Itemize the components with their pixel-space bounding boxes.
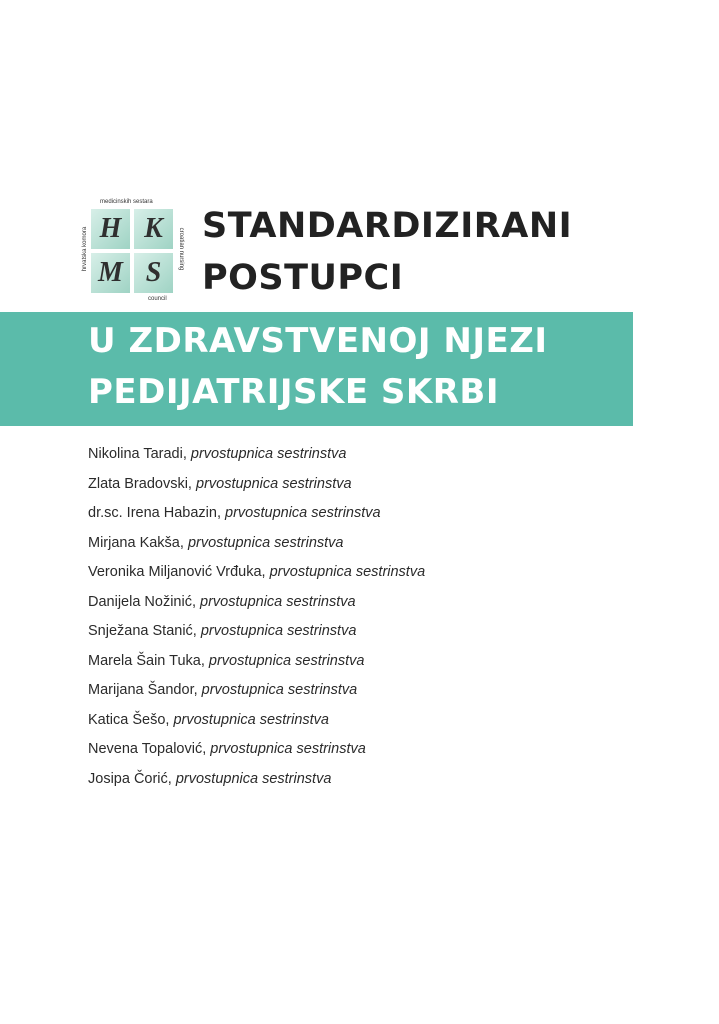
- subtitle-line-1: U ZDRAVSTVENOJ NJEZI: [88, 321, 548, 361]
- author-name: Mirjana Kakša,: [88, 534, 184, 551]
- author-item: [88, 617, 425, 647]
- author-item: [88, 647, 425, 677]
- logo-text-top: medicinskih sestara: [100, 199, 153, 205]
- author-role: prvostupnica sestrinstva: [173, 711, 329, 728]
- author-item: [88, 735, 425, 765]
- author-name: Marijana Šandor,: [88, 682, 198, 698]
- author-role: prvostupnica sestrinstva: [269, 564, 426, 580]
- author-name: Marela Šain Tuka,: [88, 652, 205, 669]
- author-name: Nikolina Taradi,: [88, 446, 187, 462]
- author-item: [88, 499, 425, 529]
- author-role: prvostupnica sestrinstva: [190, 446, 347, 462]
- author-role: prvostupnica sestrinstva: [200, 623, 357, 639]
- author-role: prvostupnica sestrinstva: [210, 741, 366, 757]
- author-role: prvostupnica sestrinstva: [208, 652, 365, 669]
- logo-letter-m: M: [91, 253, 130, 293]
- author-name: Katica Šešo,: [88, 711, 170, 728]
- logo-text-bottom: council: [148, 296, 167, 302]
- author-item: [88, 676, 425, 706]
- logo-letter-k: K: [134, 209, 173, 249]
- author-item: [88, 765, 425, 795]
- logo-text-right: croatian nursing: [178, 227, 184, 271]
- author-role: prvostupnica sestrinstva: [187, 534, 344, 551]
- logo-letter-s: S: [134, 253, 173, 293]
- author-item: [88, 470, 425, 500]
- logo-grid: [91, 209, 173, 293]
- hkms-logo: [78, 196, 186, 306]
- author-role: prvostupnica sestrinstva: [196, 475, 352, 492]
- author-name: dr.sc. Irena Habazin,: [88, 505, 221, 521]
- author-list: [88, 440, 425, 794]
- author-role: prvostupnica sestrinstva: [200, 593, 356, 610]
- author-item: [88, 558, 425, 588]
- author-item: [88, 440, 425, 470]
- author-name: Nevena Topalović,: [88, 741, 207, 757]
- title-line-2: POSTUPCI: [202, 258, 404, 298]
- author-item: [88, 588, 425, 618]
- author-role: prvostupnica sestrinstva: [201, 682, 358, 698]
- author-item: [88, 529, 425, 559]
- author-item: [88, 706, 425, 736]
- author-name: Veronika Miljanović Vrđuka,: [88, 564, 266, 580]
- author-role: prvostupnica sestrinstva: [225, 505, 381, 521]
- author-name: Zlata Bradovski,: [88, 475, 192, 492]
- author-role: prvostupnica sestrinstva: [175, 770, 332, 787]
- author-name: Josipa Čorić,: [88, 770, 172, 787]
- subtitle: [88, 316, 548, 418]
- subtitle-line-2: PEDIJATRIJSKE SKRBI: [88, 372, 499, 412]
- author-name: Danijela Nožinić,: [88, 593, 196, 610]
- author-name: Snježana Stanić,: [88, 623, 197, 639]
- page-title: [202, 200, 572, 304]
- logo-text-left: hrvatska komora: [82, 226, 88, 272]
- logo-letter-h: H: [91, 209, 130, 249]
- title-line-1: STANDARDIZIRANI: [202, 206, 573, 246]
